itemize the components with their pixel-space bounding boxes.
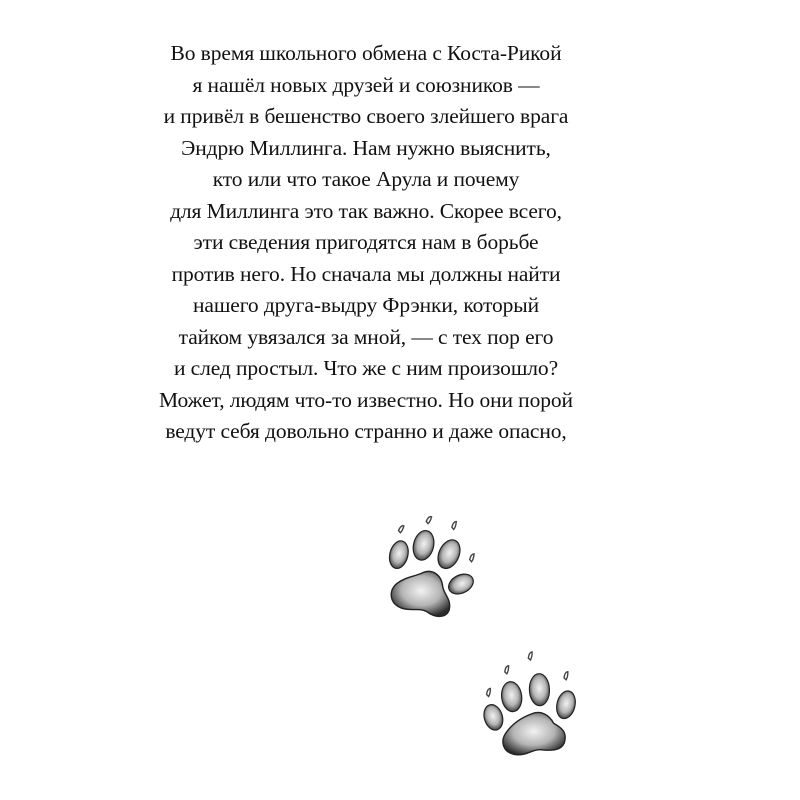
blurb-line: нашего друга-выдру Фрэнки, который: [192, 293, 540, 317]
paw-print-icon: [382, 516, 482, 620]
blurb-line: Может, людям что-то известно. Но они порой: [159, 387, 573, 412]
blurb-line: Во время школьного обмена с Коста-Рикой: [170, 41, 562, 65]
blurb-line: ведут себя довольно странно и даже опасно,: [165, 419, 567, 443]
blurb-line: против него. Но сначала мы должны найти: [171, 261, 561, 286]
blurb-line: для Миллинга это так важно. Скорее всего,: [170, 198, 562, 223]
blurb-line: эти сведения пригодятся нам в борьбе: [193, 230, 539, 254]
blurb-line: и след простыл. Что же с ним произошло?: [173, 356, 559, 380]
blurb-line: и привёл в бешенство своего злейшего врага: [163, 104, 569, 128]
back-cover-blurb: [140, 38, 592, 448]
blurb-line: кто или что такое Арула и почему: [212, 167, 520, 191]
blurb-line: тайком увязался за мной, — с тех пор его: [178, 324, 554, 349]
blurb-line: я нашёл новых друзей и союзников —: [192, 72, 540, 97]
paw-print-icon: [481, 652, 581, 760]
blurb-line: Эндрю Миллинга. Нам нужно выяснить,: [181, 135, 551, 160]
